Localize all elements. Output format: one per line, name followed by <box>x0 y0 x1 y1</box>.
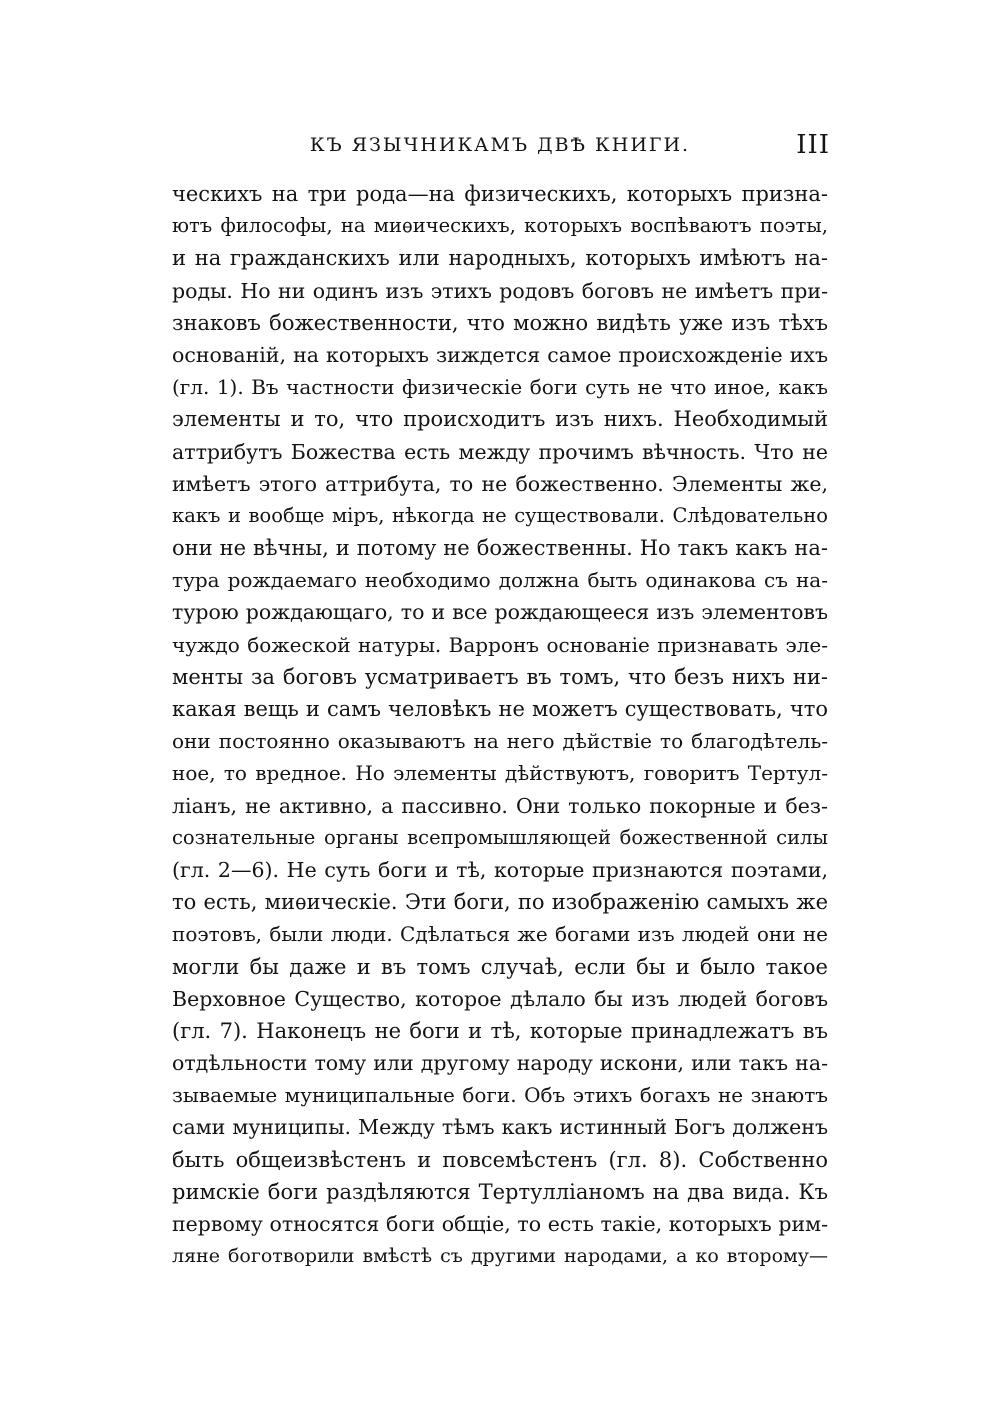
body-text <box>172 178 828 1272</box>
text-line: и на гражданскихъ или народныхъ, которыхъ имѣютъ на- <box>172 246 828 271</box>
text-line: сами муниципы. Между тѣмъ какъ истинный Богъ долженъ <box>172 1115 828 1140</box>
text-line: (гл. 7). Наконецъ не боги и тѣ, которые принадлежатъ въ <box>172 1018 828 1043</box>
text-line: ляне боготворили вмѣстѣ съ другими народами, а ко второму— <box>172 1245 828 1268</box>
page-number: III <box>796 130 830 160</box>
text-line: ютъ философы, на миѳическихъ, которыхъ воспѣваютъ поэты, <box>172 214 828 238</box>
text-line: могли бы даже и въ томъ случаѣ, если бы и было такое <box>172 954 828 979</box>
text-line: сознательные органы всепромышляющей божественной силы <box>172 825 828 849</box>
text-line: чуждо божеской натуры. Варронъ основаніе признавать эле- <box>172 632 828 657</box>
text-line: знаковъ божественности, что можно видѣть уже изъ тѣхъ <box>172 310 828 335</box>
text-line: аттрибутъ Божества есть между прочимъ вѣчность. Что не <box>172 439 828 464</box>
text-line: зываемые муниципальные боги. Объ этихъ богахъ не знаютъ <box>172 1083 828 1108</box>
text-line: ное, то вредное. Но элементы дѣйствуютъ, говоритъ Тертул- <box>172 761 828 786</box>
text-line: турою рождающаго, то и все рождающееся изъ элементовъ <box>172 600 828 625</box>
text-line: Верховное Существо, которое дѣлало бы изъ людей боговъ <box>172 986 828 1011</box>
text-line: имѣетъ этого аттрибута, то не божественно. Элементы же, <box>172 471 828 496</box>
text-line: быть общеизвѣстенъ и повсемѣстенъ (гл. 8). Собственно <box>172 1147 828 1172</box>
text-line: они постоянно оказываютъ на него дѣйствіе то благодѣтель- <box>172 729 828 754</box>
text-line: какъ и вообще міръ, нѣкогда не существовали. Слѣдовательно <box>172 503 828 527</box>
text-line: ческихъ на три рода—на физическихъ, которыхъ призна- <box>172 182 828 206</box>
text-line: отдѣльности тому или другому народу искони, или такъ на- <box>172 1051 828 1076</box>
text-line: основаній, на которыхъ зиждется самое происхожденіе ихъ <box>172 342 828 367</box>
text-line: элементы и то, что происходитъ изъ нихъ. Необходимый <box>172 407 828 432</box>
text-line: то есть, миѳическіе. Эти боги, по изображенію самыхъ же <box>172 890 828 915</box>
running-title: КЪ ЯЗЫЧНИКАМЪ ДВѢ КНИГИ. <box>309 134 691 156</box>
text-line: ліанъ, не активно, а пассивно. Они только покорные и без- <box>172 793 828 818</box>
text-line: менты за боговъ усматриваетъ въ томъ, что безъ нихъ ни- <box>172 664 828 689</box>
text-line: поэтовъ, были люди. Сдѣлаться же богами изъ людей они не <box>172 922 828 947</box>
text-line: роды. Но ни одинъ изъ этихъ родовъ боговъ не имѣетъ при- <box>172 278 828 303</box>
text-line: они не вѣчны, и потому не божественны. Но такъ какъ на- <box>172 536 828 561</box>
text-line: первому относятся боги общіе, то есть такіе, которыхъ рим- <box>172 1212 828 1236</box>
text-line: (гл. 2—6). Не суть боги и тѣ, которые признаются поэтами, <box>172 857 828 882</box>
text-line: какая вещь и самъ человѣкъ не можетъ существовать, что <box>172 697 828 721</box>
text-line: римскіе боги раздѣляются Тертулліаномъ на два вида. Къ <box>172 1179 828 1204</box>
text-line: (гл. 1). Въ частности физическіе боги суть не что иное, какъ <box>172 375 828 400</box>
running-head <box>170 130 830 164</box>
text-line: тура рождаемаго необходимо должна быть одинакова съ на- <box>172 568 828 593</box>
